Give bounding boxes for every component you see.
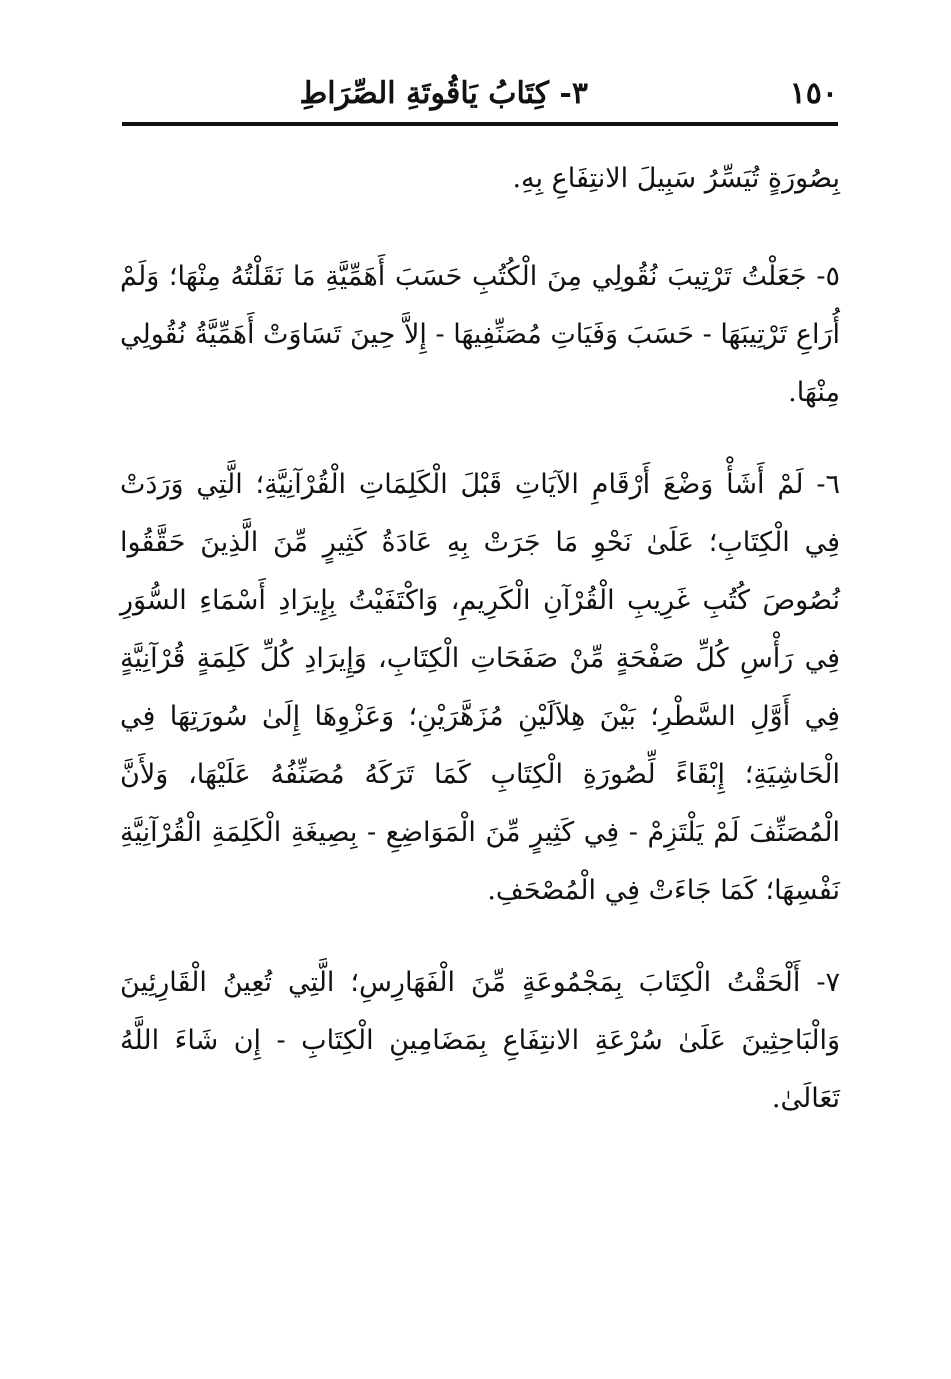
paragraph-item-5: ٥- جَعَلْتُ تَرْتِيبَ نُقُولِي مِنَ الْكُتُبِ حَسَبَ أَهَمِّيَّةِ مَا نَقَلْتُهُ مِنْهَا؛ وَلَمْ أُرَاعِ تَرْتِيبَهَا - حَسَبَ وَفَيَاتِ مُصَنِّفِيهَا - إِلاَّ حِينَ تَسَاوَتْ أَهَمِّيَّةُ نُقُولِي مِنْهَا. [120, 261, 840, 408]
paragraph-item-6: ٦- لَمْ أَشَأْ وَضْعَ أَرْقَامِ الآيَاتِ قَبْلَ الْكَلِمَاتِ الْقُرْآنِيَّةِ؛ الَّتِي وَرَدَتْ فِي الْكِتَابِ؛ عَلَىٰ نَحْوِ مَا جَرَتْ بِهِ عَادَةُ كَثِيرٍ مِّنَ الَّذِينَ حَقَّقُوا نُصُوصَ كُتُبِ غَرِيبِ الْقُرْآنِ الْكَرِيمِ، وَاكْتَفَيْتُ بِإِيرَادِ أَسْمَاءِ السُّوَرِ فِي رَأْسِ كُلِّ صَفْحَةٍ مِّنْ صَفَحَاتِ الْكِتَابِ، وَإِيرَادِ كُلِّ كَلِمَةٍ قُرْآنِيَّةٍ فِي أَوَّلِ السَّطْرِ؛ بَيْنَ هِلاَلَيْنِ مُزَهَّرَيْنِ؛ وَعَزْوِهَا إِلَىٰ سُورَتِهَا فِي الْحَاشِيَةِ؛ إِبْقَاءً لِّصُورَةِ الْكِتَابِ كَمَا تَرَكَهُ مُصَنِّفُهُ عَلَيْهَا، وَلأَنَّ الْمُصَنِّفَ لَمْ يَلْتَزِمْ - فِي كَثِيرٍ مِّنَ الْمَوَاضِعِ - بِصِيغَةِ الْكَلِمَةِ الْقُرْآنِيَّةِ نَفْسِهَا؛ كَمَا جَاءَتْ فِي الْمُصْحَفِ. [120, 469, 840, 906]
running-title: ٣- كِتَابُ يَاقُوتَةِ الصِّرَاطِ [299, 76, 588, 111]
header-divider [122, 122, 838, 126]
page-header [122, 72, 838, 116]
paragraph-continuation: بِصُورَةٍ تُيَسِّرُ سَبِيلَ الانتِفَاعِ بِهِ. [512, 163, 840, 194]
page-body [120, 150, 840, 1162]
paragraph-item-7: ٧- أَلْحَقْتُ الْكِتَابَ بِمَجْمُوعَةٍ مِّنَ الْفَهَارِسِ؛ الَّتِي تُعِينُ الْقَارِئِينَ وَالْبَاحِثِينَ عَلَىٰ سُرْعَةِ الانتِفَاعِ بِمَضَامِينِ الْكِتَابِ - إِن شَاءَ اللَّهُ تَعَالَىٰ. [120, 967, 840, 1114]
page-number: ١٥٠ [789, 76, 838, 111]
